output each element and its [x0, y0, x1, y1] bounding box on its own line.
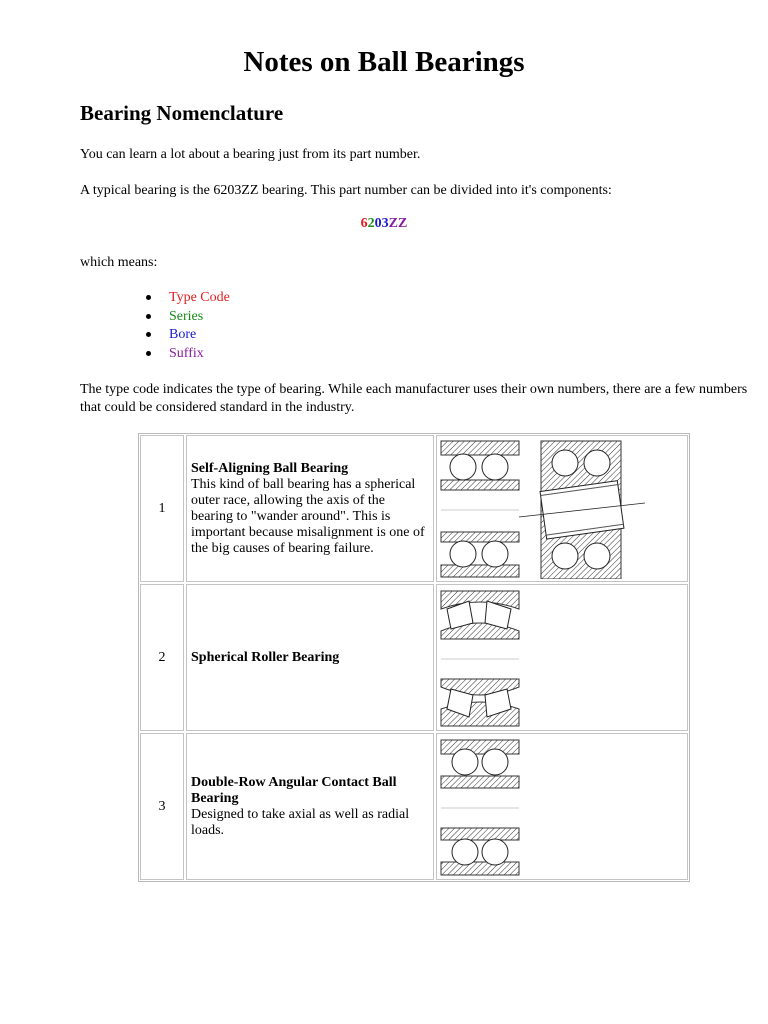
row-number: 3: [140, 733, 184, 880]
page-title: Notes on Ball Bearings: [243, 46, 525, 78]
list-item: [130, 308, 230, 327]
self-aligning-ball-bearing-diagram: [436, 435, 688, 582]
component-bore: Bore: [169, 327, 197, 342]
bearing-types-table: [138, 433, 690, 882]
table-row: [140, 733, 688, 880]
typical-bearing-paragraph: A typical bearing is the 6203ZZ bearing. This part number can be divided into it's components:: [80, 183, 612, 198]
type-code-paragraph: The type code indicates the type of bearing. While each manufacturer uses their own numbers, there are a few numbers that could be considered standard in the industry.: [80, 382, 748, 415]
bearing-description-cell: [186, 435, 434, 582]
bearing-name: Double-Row Angular Contact Ball Bearing: [191, 774, 397, 806]
component-type-code: Type Code: [169, 290, 230, 305]
part-number-example: [0, 216, 768, 232]
part-number-bore: 03: [374, 216, 389, 231]
component-series: Series: [169, 308, 204, 324]
part-number-suffix: ZZ: [388, 216, 408, 231]
bearing-description: Designed to take axial as well as radial loads.: [191, 806, 410, 838]
which-means-label: which means:: [80, 255, 158, 270]
bearing-description-cell: [186, 584, 434, 731]
section-heading: Bearing Nomenclature: [80, 101, 284, 125]
double-row-angular-contact-diagram: [436, 733, 688, 880]
table-row: [140, 435, 688, 582]
bearing-name: Self-Aligning Ball Bearing: [191, 460, 349, 476]
spherical-roller-bearing-diagram: [436, 584, 688, 731]
bearing-description: This kind of ball bearing has a spherical outer race, allowing the axis of the bearing to "wander around". This is important because misalignment is one of the big causes of bearing failure.: [191, 476, 425, 556]
row-number: 1: [140, 435, 184, 582]
table-row: [140, 584, 688, 731]
list-item: [130, 326, 230, 345]
part-number-type-code: 6: [360, 216, 368, 231]
bearing-name: Spherical Roller Bearing: [191, 649, 340, 665]
list-item: [130, 289, 230, 308]
bearing-description-cell: [186, 733, 434, 880]
component-list: [130, 289, 230, 363]
row-number: 2: [140, 584, 184, 731]
part-number-series: 2: [367, 216, 375, 231]
component-suffix: Suffix: [169, 345, 204, 361]
list-item: [130, 345, 230, 364]
intro-paragraph: You can learn a lot about a bearing just from its part number.: [80, 147, 421, 162]
